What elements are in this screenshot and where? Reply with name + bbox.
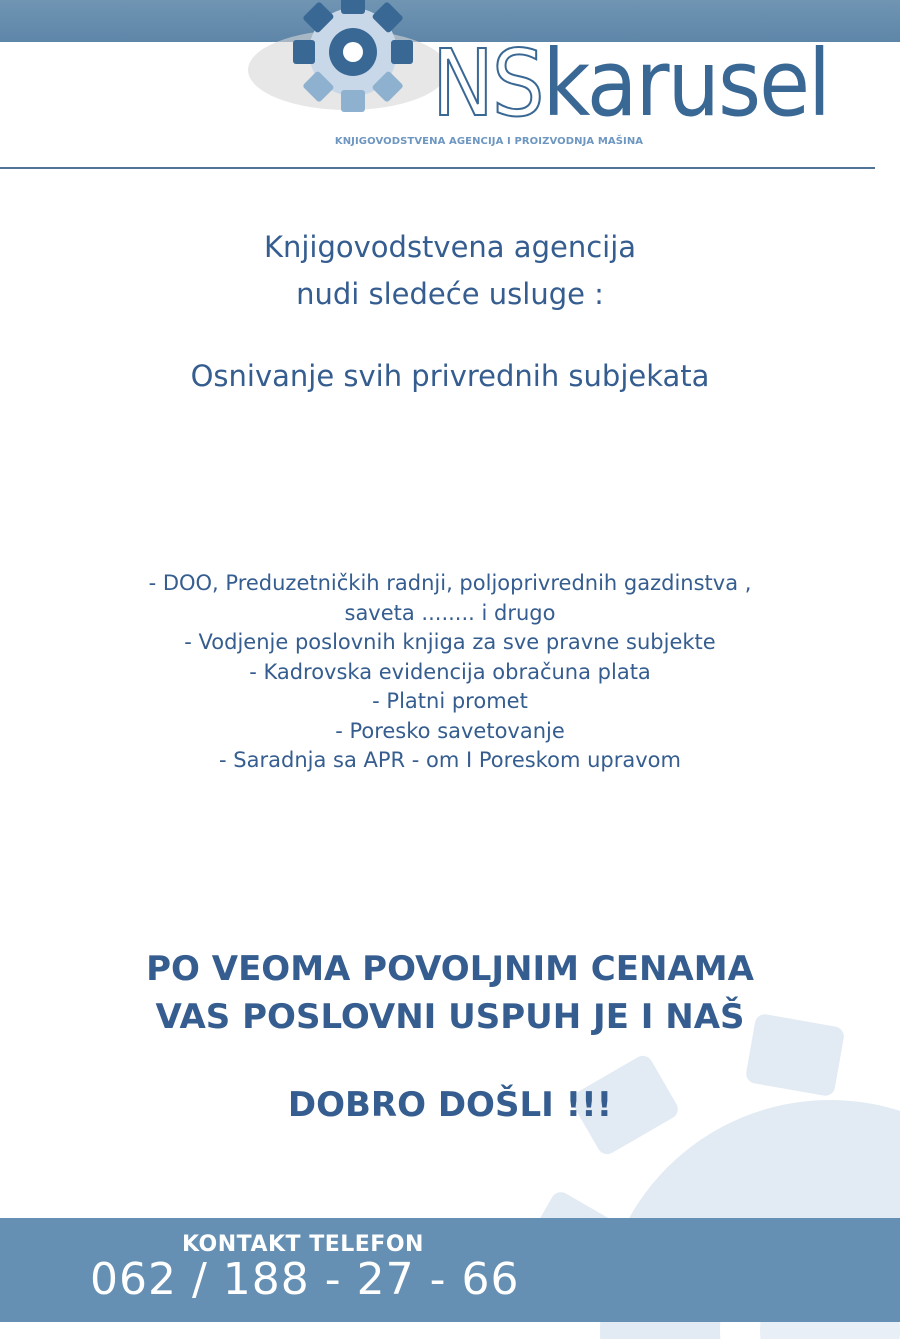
service-item: saveta ........ i drugo [344, 600, 556, 625]
brand-suffix: karusel [542, 30, 830, 137]
brand-prefix: NS [432, 30, 543, 137]
welcome-text: DOBRO DOŠLI !!! [287, 1085, 613, 1125]
slogan-line-2: VAS POSLOVNI USPUH JE I NAŠ [155, 997, 745, 1037]
service-item: - DOO, Preduzetničkih radnji, poljoprivrednih gazdinstva , [148, 571, 752, 595]
intro-line-3: Osnivanje svih privrednih subjekata [190, 359, 710, 393]
services-list [0, 569, 900, 776]
service-item: - Kadrovska evidencija obračuna plata [249, 659, 651, 684]
logo-gear-icon [238, 0, 448, 135]
intro-line-2: nudi sledeće usluge : [296, 277, 604, 311]
contact-phone: 062 / 188 - 27 - 66 [90, 1254, 520, 1305]
service-item: - Saradnja sa APR - om I Poreskom upravom [219, 748, 681, 772]
brand-logo [432, 30, 830, 137]
service-item: - Platni promet [372, 689, 528, 713]
header-divider [0, 167, 875, 169]
intro-line-1: Knjigovodstvena agencija [263, 230, 637, 264]
service-item: - Poresko savetovanje [335, 718, 565, 743]
contact-label: KONTAKT TELEFON [182, 1232, 424, 1257]
service-item: - Vodjenje poslovnih knjiga za sve pravne subjekte [184, 630, 716, 654]
intro-heading [0, 224, 900, 318]
slogan [0, 945, 900, 1041]
slogan-line-1: PO VEOMA POVOLJNIM CENAMA [146, 949, 754, 989]
brand-tagline: KNJIGOVODSTVENA AGENCIJA I PROIZVODNJA MAŠINA [334, 136, 644, 147]
